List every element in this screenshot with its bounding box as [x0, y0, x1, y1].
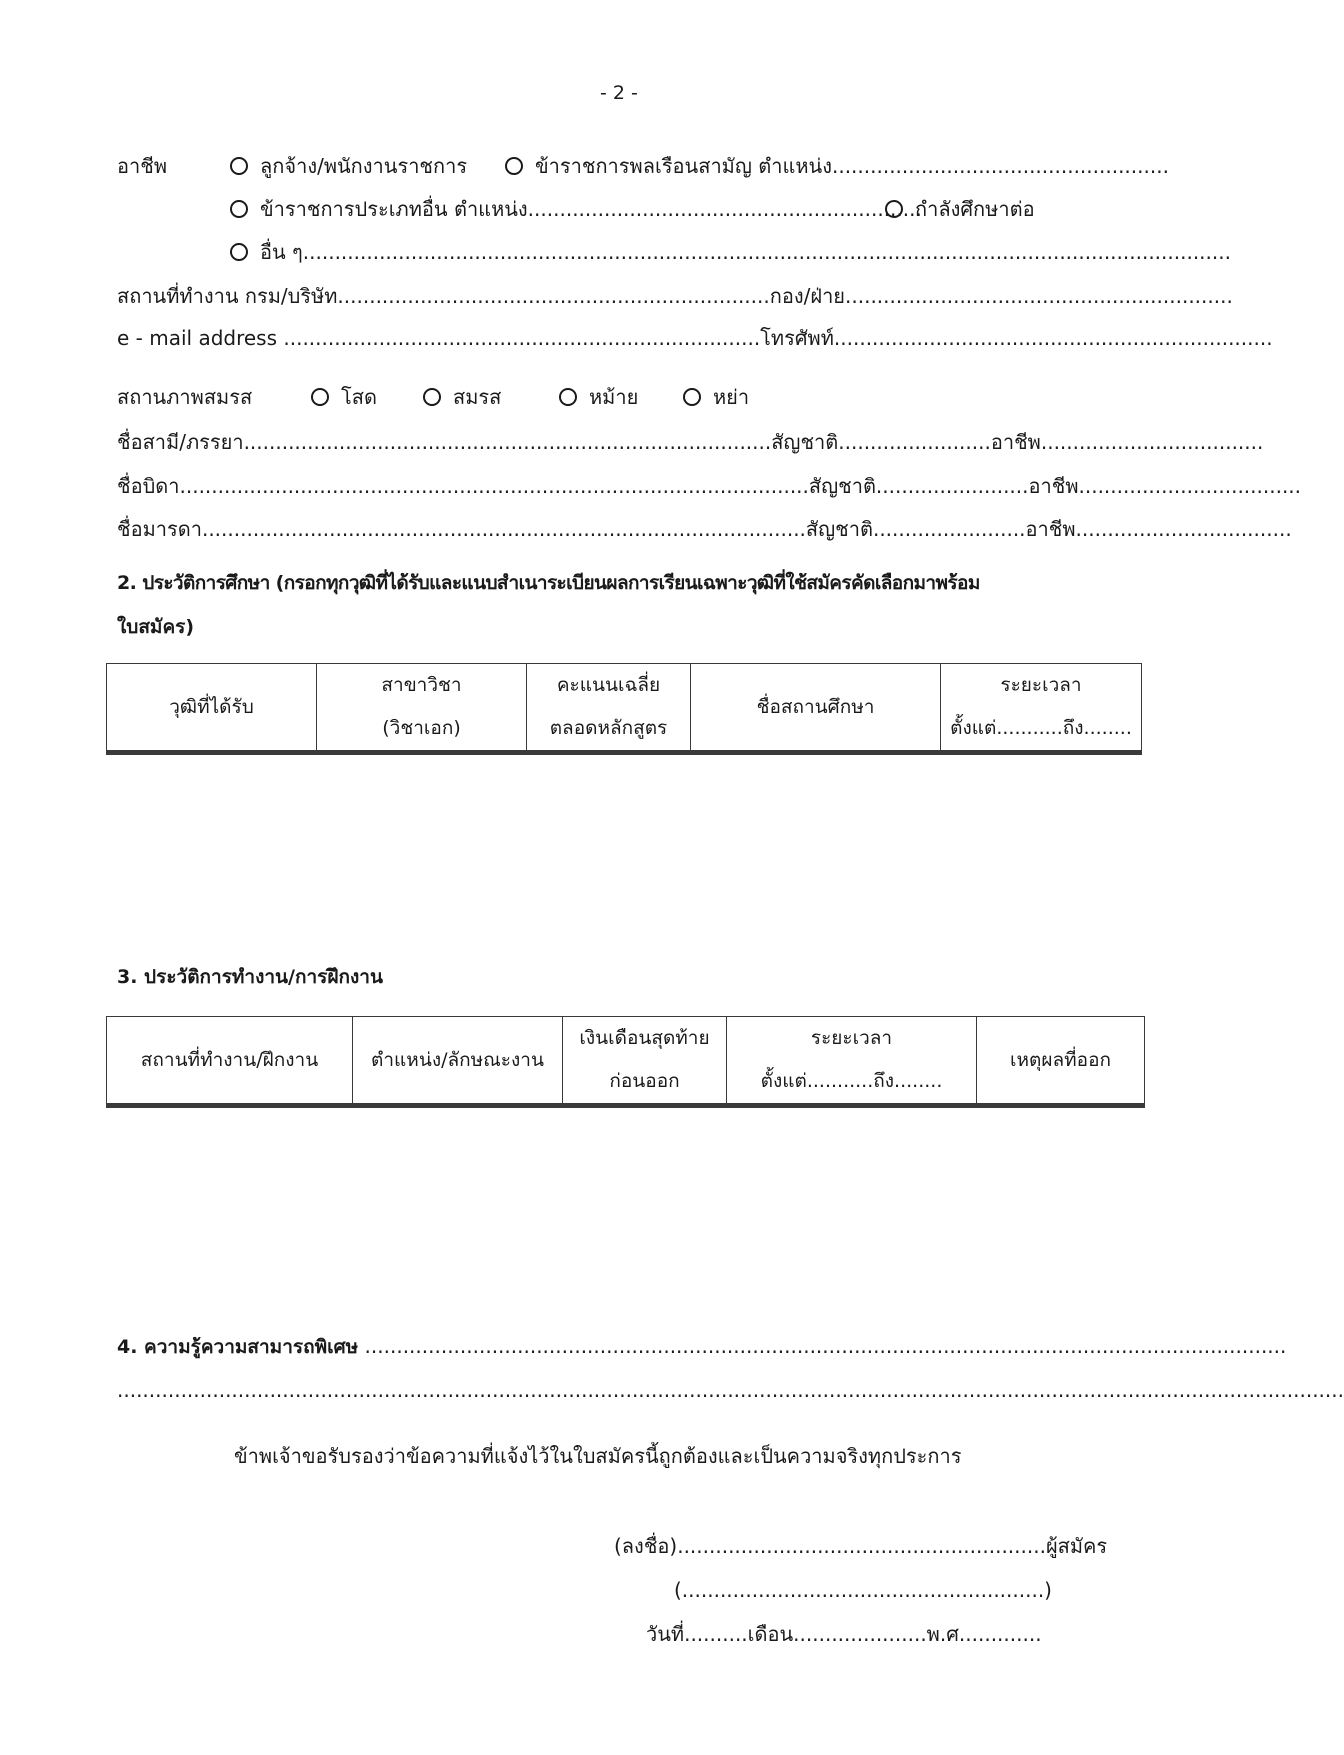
spouse-field[interactable]: ชื่อสามี/ภรรยา...................................................................................สัญชาติ........................อาชีพ................................... [117, 430, 1264, 454]
email-phone-field[interactable]: e - mail address ...........................................................................โทรศัพท์..................................................................... [117, 326, 1273, 350]
work-header-salary-line1: เงินเดือนสุดท้าย [579, 1027, 710, 1049]
radio-married[interactable] [423, 388, 441, 406]
table-row [107, 1107, 1145, 1108]
signature-name-line[interactable]: (.........................................................) [674, 1578, 1052, 1602]
occupation-option-civil-servant[interactable] [505, 154, 1169, 178]
education-header-period-line2: ตั้งแต่...........ถึง........ [950, 717, 1132, 739]
signature-line[interactable]: (ลงชื่อ)..........................................................ผู้สมัคร [614, 1534, 1108, 1558]
work-header-period-line1: ระยะเวลา [810, 1027, 893, 1049]
marital-option-widowed-label: หม้าย [589, 385, 639, 409]
skills-section-title: 4. ความรู้ความสามารถพิเศษ [117, 1336, 359, 1358]
radio-single[interactable] [311, 388, 329, 406]
table-cell[interactable] [527, 754, 691, 755]
skills-line[interactable] [117, 1334, 1287, 1358]
table-cell[interactable] [107, 1107, 353, 1108]
table-cell[interactable] [727, 1107, 977, 1108]
marital-option-divorced[interactable] [683, 387, 749, 407]
radio-civil-servant[interactable] [505, 157, 523, 175]
education-header-major-line1: สาขาวิชา [381, 674, 462, 696]
education-section-title-cont: ใบสมัคร) [117, 616, 195, 638]
table-cell[interactable] [563, 1107, 727, 1108]
education-header-gpa-line2: ตลอดหลักสูตร [549, 717, 668, 739]
education-table [106, 663, 1142, 755]
table-cell[interactable] [353, 1107, 563, 1108]
education-header-row [107, 664, 1142, 751]
work-header-reason: เหตุผลที่ออก [977, 1017, 1145, 1104]
occupation-option-employee-label: ลูกจ้าง/พนักงานราชการ [260, 154, 468, 178]
education-header-degree: วุฒิที่ได้รับ [107, 664, 317, 751]
work-header-row [107, 1017, 1145, 1104]
work-header-salary-line2: ก่อนออก [609, 1070, 680, 1092]
education-header-period [941, 664, 1142, 751]
mother-field[interactable]: ชื่อมารดา...............................................................................................สัญชาติ........................อาชีพ.................................. [117, 517, 1292, 541]
father-field[interactable]: ชื่อบิดา...................................................................................................สัญชาติ........................อาชีพ................................... [117, 474, 1302, 498]
work-header-period [727, 1017, 977, 1104]
marital-option-widowed[interactable] [559, 387, 638, 407]
marital-option-married[interactable] [423, 387, 501, 407]
table-cell[interactable] [317, 754, 527, 755]
skills-dots: ................................................................................................................................................. [364, 1334, 1287, 1358]
marital-option-married-label: สมรส [453, 385, 502, 409]
radio-other-government[interactable] [230, 200, 248, 218]
education-header-period-line1: ระยะเวลา [1000, 674, 1082, 696]
marital-option-single[interactable] [311, 387, 377, 407]
certification-statement: ข้าพเจ้าขอรับรองว่าข้อความที่แจ้งไว้ในใบสมัครนี้ถูกต้องและเป็นความจริงทุกประการ [234, 1444, 962, 1468]
radio-employee[interactable] [230, 157, 248, 175]
table-cell[interactable] [977, 1107, 1145, 1108]
marital-status-label: สถานภาพสมรส [117, 385, 253, 409]
work-table [106, 1016, 1145, 1108]
occupation-option-other-government-label: ข้าราชการประเภทอื่น ตำแหน่ง.............................................................. [260, 197, 922, 221]
occupation-option-other-label: อื่น ๆ.................................................................................................................................................. [260, 240, 1231, 264]
table-cell[interactable] [941, 754, 1142, 755]
work-header-position: ตำแหน่ง/ลักษณะงาน [353, 1017, 563, 1104]
marital-option-divorced-label: หย่า [713, 385, 750, 409]
education-header-major [317, 664, 527, 751]
marital-option-single-label: โสด [341, 385, 377, 409]
occupation-option-other[interactable] [230, 240, 1231, 264]
education-header-gpa [527, 664, 691, 751]
work-header-period-line2: ตั้งแต่...........ถึง........ [760, 1070, 943, 1092]
skills-line-2[interactable]: ................................................................................................................................................................................................. [117, 1378, 1344, 1402]
occupation-option-other-government[interactable] [230, 197, 922, 221]
occupation-option-studying-label: กำลังศึกษาต่อ [915, 197, 1035, 221]
table-cell[interactable] [691, 754, 941, 755]
occupation-option-civil-servant-label: ข้าราชการพลเรือนสามัญ ตำแหน่ง..................................................... [535, 154, 1169, 178]
page-number: - 2 - [600, 82, 638, 104]
workplace-field[interactable]: สถานที่ทำงาน กรม/บริษัท....................................................................กอง/ฝ่าย............................................................. [117, 284, 1233, 308]
education-header-major-line2: (วิชาเอก) [382, 717, 461, 739]
work-header-workplace: สถานที่ทำงาน/ฝึกงาน [107, 1017, 353, 1104]
radio-studying[interactable] [885, 200, 903, 218]
occupation-label: อาชีพ [117, 154, 167, 178]
radio-other[interactable] [230, 243, 248, 261]
radio-widowed[interactable] [559, 388, 577, 406]
signature-date-line[interactable]: วันที่..........เดือน.....................พ.ศ............. [646, 1622, 1042, 1646]
education-header-gpa-line1: คะแนนเฉลี่ย [556, 674, 661, 696]
table-row [107, 754, 1142, 755]
work-section-title: 3. ประวัติการทำงาน/การฝึกงาน [117, 966, 383, 988]
table-cell[interactable] [107, 754, 317, 755]
education-section-title: 2. ประวัติการศึกษา (กรอกทุกวุฒิที่ได้รับและแนบสำเนาระเบียนผลการเรียนเฉพาะวุฒิที่ใช้สมัครคัดเลือกมาพร้อม [117, 572, 980, 594]
work-header-salary [563, 1017, 727, 1104]
radio-divorced[interactable] [683, 388, 701, 406]
education-header-institution: ชื่อสถานศึกษา [691, 664, 941, 751]
occupation-option-studying[interactable] [885, 199, 1035, 219]
occupation-option-employee[interactable] [230, 156, 467, 176]
